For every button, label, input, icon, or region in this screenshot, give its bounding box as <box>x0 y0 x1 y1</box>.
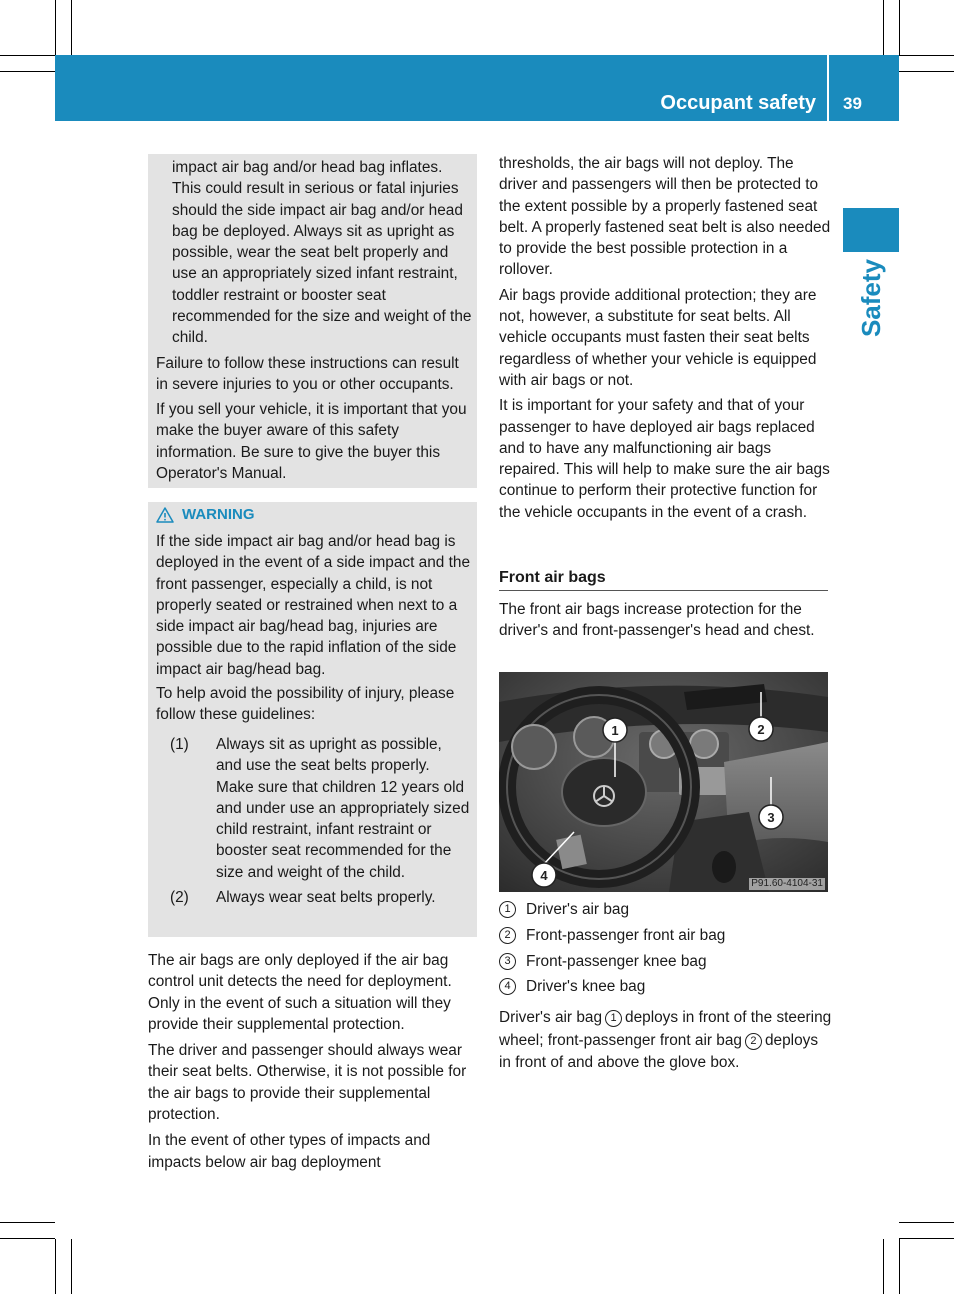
right-body-text <box>499 153 832 523</box>
warning-consequence: Failure to follow these instructions can result in severe injuries to you or other occupants. <box>156 355 459 394</box>
legend-label: Driver's air bag <box>526 901 630 918</box>
closing-paragraph <box>499 1007 832 1075</box>
legend-label: Front-passenger knee bag <box>526 952 707 970</box>
callout-number: 4 <box>499 978 516 995</box>
legend-item <box>499 951 832 972</box>
svg-text:1: 1 <box>611 723 619 738</box>
warning-triangle-icon <box>156 507 174 523</box>
list-item <box>170 887 470 908</box>
warning-text: If the side impact air bag and/or head bag is deployed in the event of a side impact and the front passenger, especially a child, is not properly seated or restrained when next to a side impact air bag/head bag, injuries are possible due to the rapid inflation of the side impact air bag/head bag. <box>156 533 471 678</box>
callout-number: 3 <box>499 953 516 970</box>
chapter-tab-label: Safety <box>856 258 886 338</box>
list-item-text: Always wear seat belts properly. <box>216 889 436 907</box>
page-header <box>55 55 899 121</box>
body-paragraph: The driver and passenger should always wear their seat belts. Otherwise, it is not possible for the air bags to provide their supplemental protection. <box>148 1042 467 1124</box>
closing-text: deploys in front of and above the glove box. <box>499 1031 819 1071</box>
callout-reference: 2 <box>745 1033 762 1050</box>
callout-reference: 1 <box>605 1010 622 1027</box>
legend-label: Driver's knee bag <box>526 978 646 996</box>
warning-guideline-intro: To help avoid the possibility of injury, please follow these guidelines: <box>156 685 455 724</box>
figure-code: P91.60-4104-31 <box>751 878 823 889</box>
body-paragraph: thresholds, the air bags will not deploy. The driver and passengers will then be protected to the extent possible by a properly fastened seat belt. A properly fastened seat belt is also needed to provide the best possible protection in a rollover. <box>499 155 831 279</box>
svg-text:3: 3 <box>767 810 775 825</box>
list-item-number: (1) <box>170 736 189 753</box>
body-paragraph: In the event of other types of impacts and impacts below air bag deployment <box>148 1132 431 1171</box>
callout-number: 2 <box>499 927 516 944</box>
continued-warning-box <box>148 154 477 488</box>
svg-text:2: 2 <box>757 722 765 737</box>
legend-item <box>499 925 832 946</box>
airbag-location-figure <box>499 672 828 892</box>
chapter-tab-marker <box>843 208 899 252</box>
body-paragraph: The air bags are only deployed if the air bag control unit detects the need for deployment. Only in the event of such a situation will they provide their supplemental protection. <box>148 952 452 1033</box>
list-item <box>170 734 470 883</box>
closing-text: deploys in front of the steering wheel; front-passenger front air bag <box>499 1009 832 1049</box>
section-heading: Front air bags <box>499 568 828 591</box>
dashboard-illustration <box>499 672 828 892</box>
warning-resale-note: If you sell your vehicle, it is important that you make the buyer aware of this safety information. Be sure to give the buyer this Operator's Manual. <box>156 401 467 482</box>
legend-label: Front-passenger front air bag <box>526 926 726 944</box>
body-paragraph: It is important for your safety and that of your passenger to have deployed air bags replaced and to have any malfunctioning air bags repaired. This will help to make sure the air bags continue to perform their protective function for the vehicle occupants in the event of a crash. <box>499 397 830 521</box>
list-item-number: (2) <box>170 889 189 907</box>
warning-box <box>148 502 477 937</box>
warning-continuation: impact air bag and/or head bag inflates. This could result in serious or fatal injuries should the side impact air bag and/or head bag be deployed. Always sit as upright as possible, wear the seat belt properly and use an appropriately sized infant restraint, toddler restraint or booster seat recommended for the size and weight of the child. <box>172 159 472 347</box>
section-title: Occupant safety <box>660 92 816 114</box>
warning-heading <box>156 505 255 525</box>
callout-number: 1 <box>499 901 516 918</box>
page-number: 39 <box>843 94 862 113</box>
warning-label: WARNING <box>182 506 255 523</box>
closing-text: Driver's air bag <box>499 1009 603 1026</box>
guideline-list <box>170 734 470 908</box>
svg-text:4: 4 <box>540 868 548 883</box>
body-paragraph: Air bags provide additional protection; they are not, however, a substitute for seat belts. All vehicle occupants must fasten their seat belts regardless of whether your vehicle is equipped with air bags or not. <box>499 286 817 389</box>
header-divider <box>827 55 829 121</box>
left-body-text <box>148 950 480 1173</box>
list-item-text: Always sit as upright as possible, and use the seat belts properly. Make sure that children 12 years old and under use an appropriately sized child restraint, infant restraint or booster seat recommended for the size and weight of the child. <box>216 736 470 881</box>
legend-item <box>499 899 832 920</box>
figure-legend <box>499 899 832 1002</box>
section-intro: The front air bags increase protection for the driver's and front-passenger's head and chest. <box>499 601 815 640</box>
legend-item <box>499 976 832 997</box>
